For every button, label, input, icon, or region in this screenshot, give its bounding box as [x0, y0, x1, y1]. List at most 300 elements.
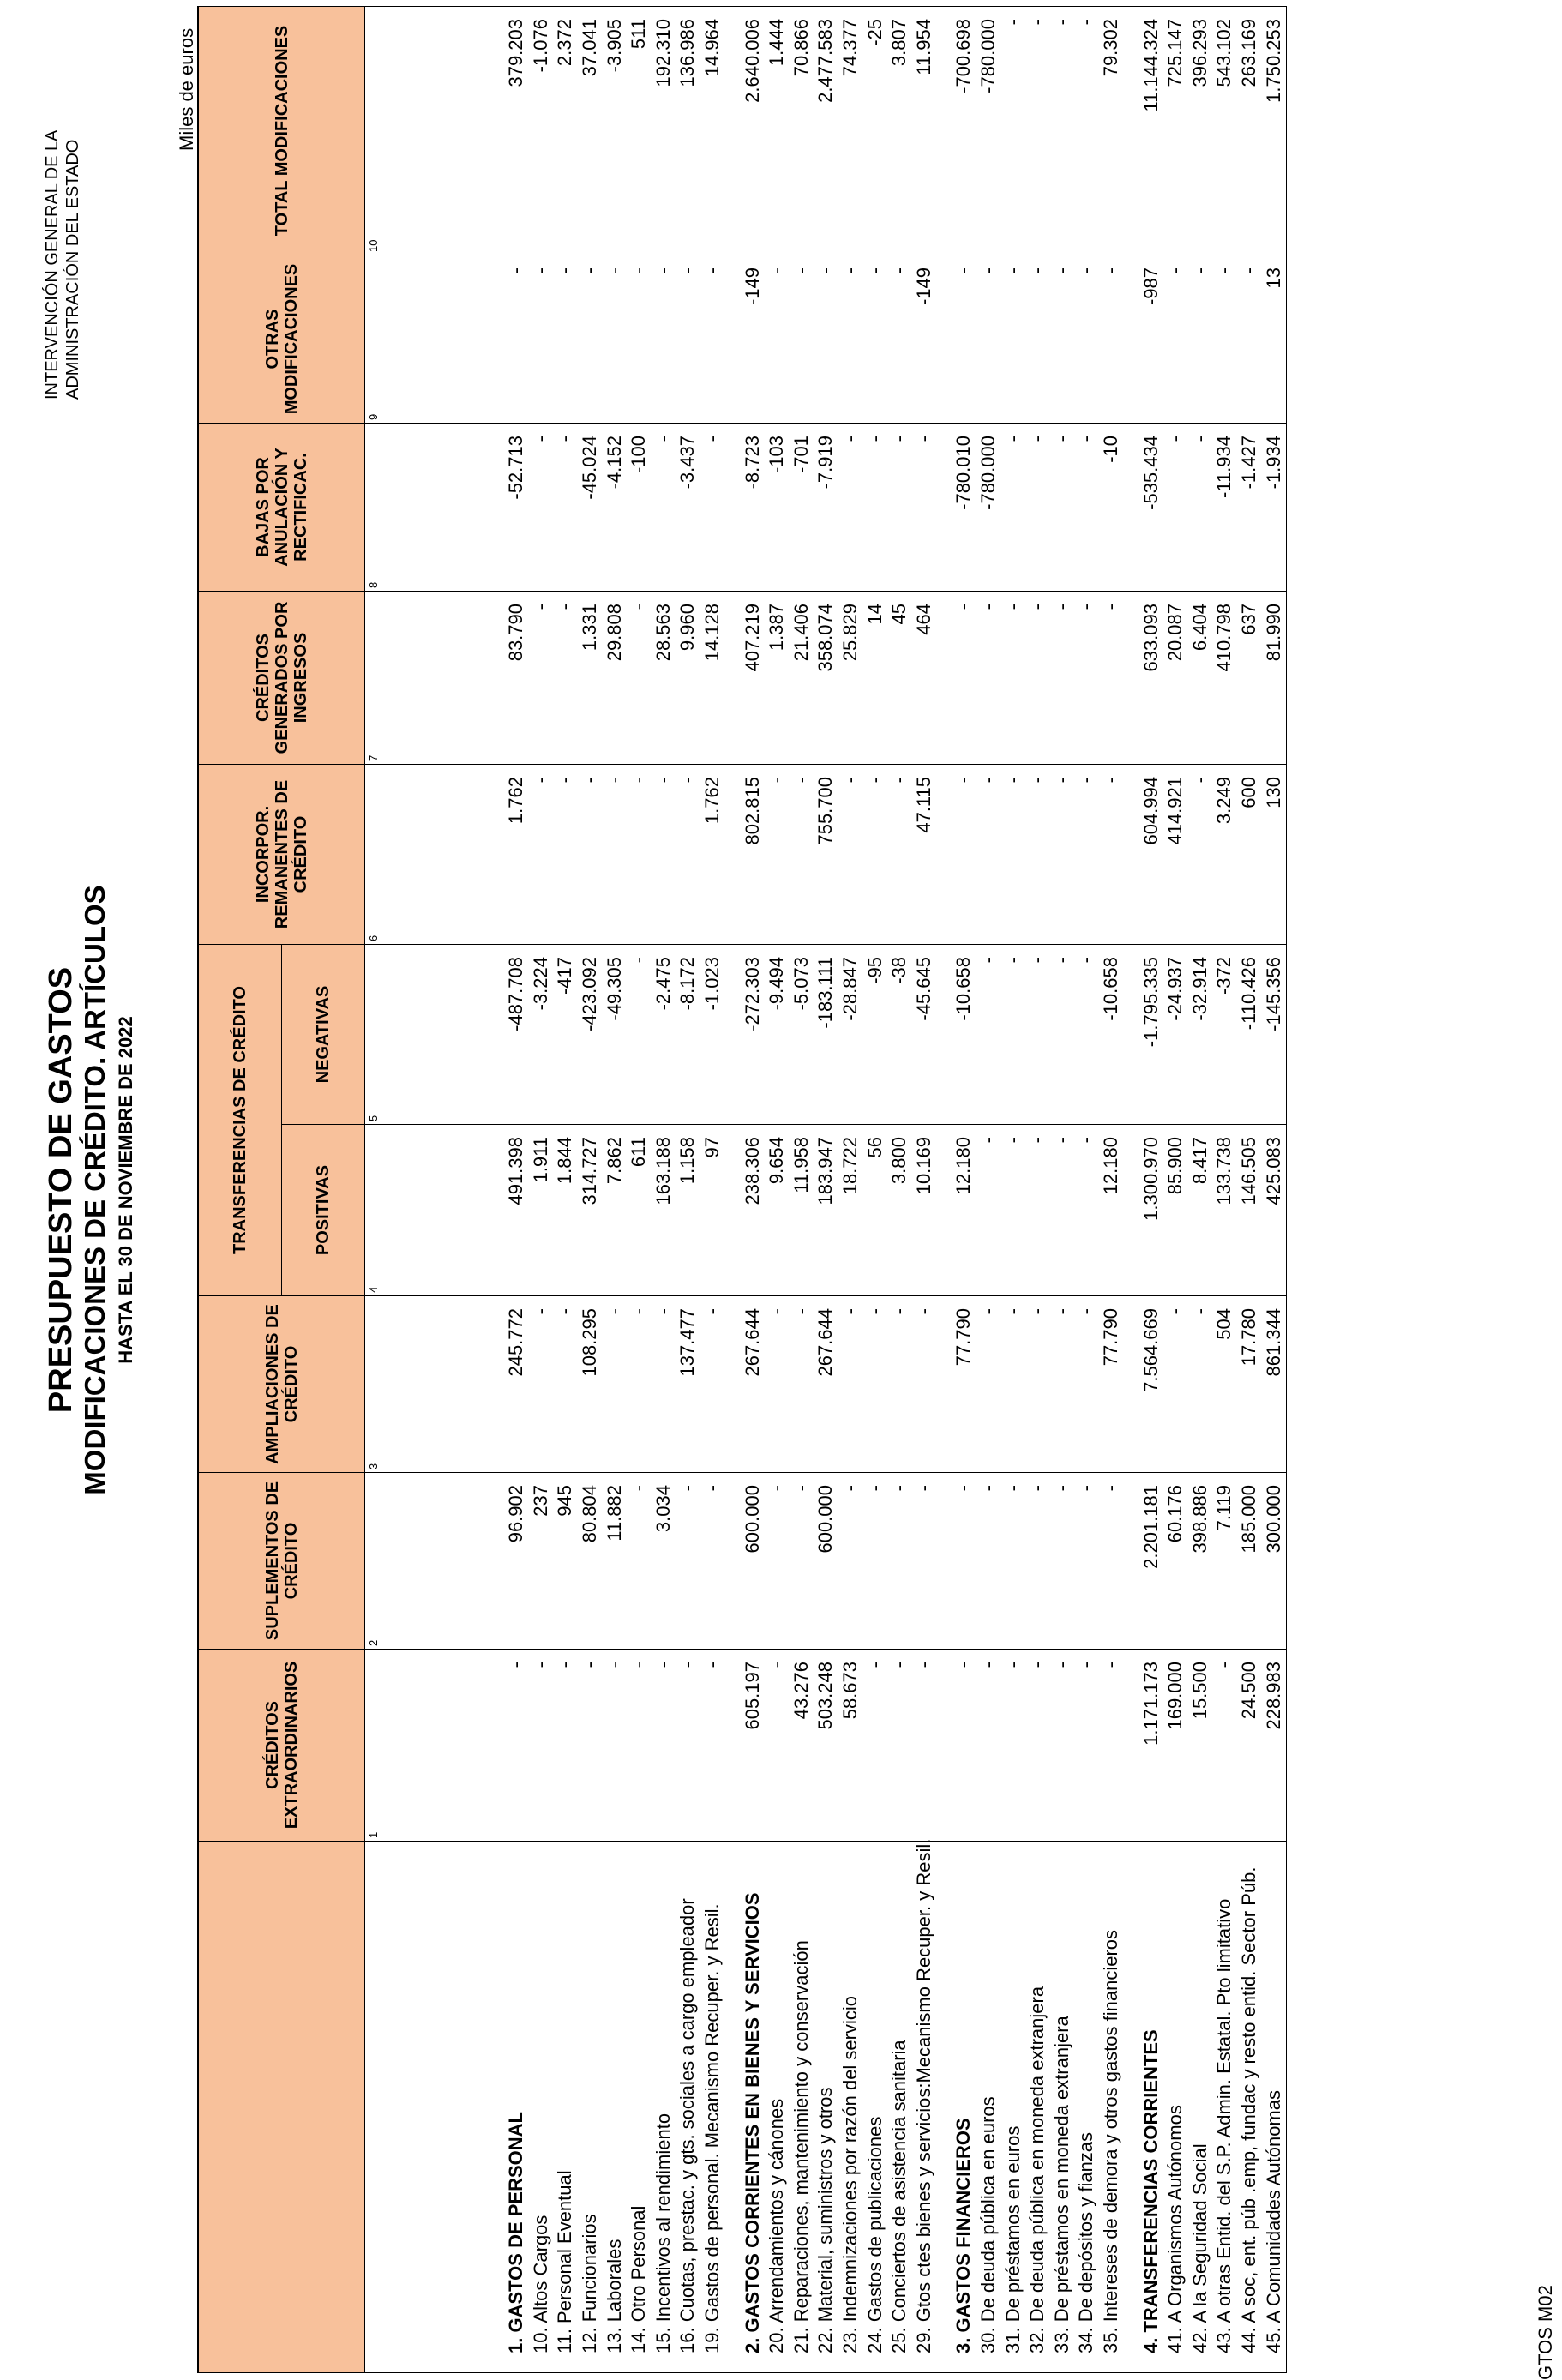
spacer-row: [442, 7, 458, 2373]
cell-value: -149: [912, 255, 937, 424]
cell-value: 79.302: [1099, 7, 1124, 255]
cell-value: 407.219: [740, 592, 765, 765]
cell-value: 28.563: [652, 592, 676, 765]
row-label: 12. Funcionarios: [578, 1842, 603, 2373]
cell-value: -: [1049, 424, 1074, 592]
page-title: PRESUPUESTO DE GASTOS: [43, 966, 79, 1414]
cell-value: -3.437: [676, 424, 700, 592]
cell-value: -: [765, 1473, 790, 1650]
cell-value: -3.905: [602, 7, 627, 255]
cell-value: 396.293: [1187, 7, 1212, 255]
cell-value: 83.790: [504, 592, 529, 765]
cell-value: -: [976, 1296, 1001, 1473]
cell-value: 9.654: [765, 1125, 790, 1296]
cell-value: 511: [627, 7, 652, 255]
spacer-row: [489, 7, 504, 2373]
cell-value: -: [912, 424, 937, 592]
cell-value: -: [1163, 424, 1188, 592]
row-label: 3. GASTOS FINANCIEROS: [952, 1842, 976, 2373]
table-row: [1237, 7, 1262, 2373]
cell-value: -1.023: [700, 945, 725, 1125]
spacer-cell: [1123, 255, 1138, 424]
spacer-cell: [936, 945, 952, 1125]
cell-value: -: [602, 1296, 627, 1473]
cell-value: -: [887, 424, 912, 592]
spacer-cell: [936, 424, 952, 592]
cell-value: 37.041: [578, 7, 603, 255]
cell-value: 7.564.669: [1138, 1296, 1163, 1473]
cell-value: 163.188: [652, 1125, 676, 1296]
spacer-cell: [724, 255, 740, 424]
cell-value: -32.914: [1187, 945, 1212, 1125]
cell-value: 861.344: [1261, 1296, 1286, 1473]
spacer-cell: [442, 424, 458, 592]
cell-value: 1.844: [553, 1125, 578, 1296]
cell-value: 1.171.173: [1138, 1650, 1163, 1842]
cell-value: -: [1025, 255, 1050, 424]
cell-value: 637: [1237, 592, 1262, 765]
cell-value: 137.477: [676, 1296, 700, 1473]
header-creditos-extraordinarios: CRÉDITOS EXTRAORDINARIOS: [198, 1650, 365, 1842]
spacer-cell: [396, 255, 412, 424]
column-number-blank: [365, 1842, 381, 2373]
cell-value: -: [1000, 1650, 1025, 1842]
spacer-cell: [412, 255, 427, 424]
cell-value: -: [952, 1473, 976, 1650]
cell-value: 108.295: [578, 1296, 603, 1473]
cell-value: 358.074: [814, 592, 838, 765]
cell-value: -: [765, 1650, 790, 1842]
cell-value: -: [838, 765, 863, 945]
spacer-cell: [458, 1473, 473, 1650]
column-number: 5: [365, 945, 381, 1125]
spacer-cell: [473, 1296, 489, 1473]
cell-value: 300.000: [1261, 1473, 1286, 1650]
row-label: 19. Gastos de personal. Mecanismo Recuper. y Resil.: [700, 1842, 725, 2373]
spacer-cell: [1123, 945, 1138, 1125]
cell-value: -: [676, 1473, 700, 1650]
cell-value: -10.658: [1099, 945, 1124, 1125]
cell-value: -: [912, 1473, 937, 1650]
table-row: [529, 7, 554, 2373]
table-row: [652, 7, 676, 2373]
row-label: 14. Otro Personal: [627, 1842, 652, 2373]
cell-value: 77.790: [1099, 1296, 1124, 1473]
spacer-cell: [473, 1842, 489, 2373]
page-subtitle: MODIFICACIONES DE CRÉDITO. ARTÍCULOS: [79, 885, 111, 1495]
table-row: [553, 7, 578, 2373]
cell-value: 14: [862, 592, 887, 765]
cell-value: -9.494: [765, 945, 790, 1125]
header-ampliaciones: AMPLIACIONES DE CRÉDITO: [198, 1296, 365, 1473]
spacer-cell: [936, 1650, 952, 1842]
spacer-cell: [473, 945, 489, 1125]
spacer-cell: [724, 1650, 740, 1842]
spacer-cell: [724, 765, 740, 945]
spacer-cell: [412, 1296, 427, 1473]
spacer-cell: [936, 1473, 952, 1650]
cell-value: -: [1212, 1650, 1237, 1842]
spacer-row: [724, 7, 740, 2373]
cell-value: 133.738: [1212, 1125, 1237, 1296]
cell-value: -: [627, 592, 652, 765]
cell-value: -: [952, 255, 976, 424]
cell-value: -: [887, 765, 912, 945]
cell-value: -: [1074, 1125, 1099, 1296]
cell-value: -: [1000, 1296, 1025, 1473]
spacer-cell: [412, 7, 427, 255]
cell-value: -: [862, 765, 887, 945]
spacer-cell: [427, 7, 442, 255]
cell-value: 633.093: [1138, 592, 1163, 765]
spacer-cell: [1123, 1842, 1138, 2373]
spacer-cell: [396, 7, 412, 255]
cell-value: -: [1074, 255, 1099, 424]
row-label: 15. Incentivos al rendimiento: [652, 1842, 676, 2373]
cell-value: -: [912, 1650, 937, 1842]
cell-value: -: [1099, 1650, 1124, 1842]
cell-value: -: [887, 1296, 912, 1473]
spacer-cell: [442, 1473, 458, 1650]
cell-value: 185.000: [1237, 1473, 1262, 1650]
cell-value: -: [504, 1650, 529, 1842]
spacer-cell: [442, 255, 458, 424]
cell-value: -372: [1212, 945, 1237, 1125]
spacer-cell: [1123, 765, 1138, 945]
spacer-cell: [473, 1125, 489, 1296]
cell-value: 56: [862, 1125, 887, 1296]
spacer-cell: [473, 255, 489, 424]
table-row: [814, 7, 838, 2373]
header-transferencias: TRANSFERENCIAS DE CRÉDITO: [198, 945, 282, 1296]
cell-value: -95: [862, 945, 887, 1125]
cell-value: 1.762: [504, 765, 529, 945]
cell-value: -: [602, 1650, 627, 1842]
spacer-row: [412, 7, 427, 2373]
spacer-cell: [458, 1125, 473, 1296]
cell-value: 1.300.970: [1138, 1125, 1163, 1296]
cell-value: 802.815: [740, 765, 765, 945]
cell-value: -701: [790, 424, 814, 592]
cell-value: 755.700: [814, 765, 838, 945]
row-label: 23. Indemnizaciones por razón del servicio: [838, 1842, 863, 2373]
row-label: 22. Material, suministros y otros: [814, 1842, 838, 2373]
spacer-cell: [936, 1125, 952, 1296]
cell-value: -: [627, 1473, 652, 1650]
cell-value: -: [627, 765, 652, 945]
cell-value: 80.804: [578, 1473, 603, 1650]
cell-value: -: [1099, 255, 1124, 424]
row-label: 10. Altos Cargos: [529, 1842, 554, 2373]
cell-value: -: [1099, 1473, 1124, 1650]
units-label: Miles de euros: [176, 27, 197, 151]
column-number: 4: [365, 1125, 381, 1296]
cell-value: 7.119: [1212, 1473, 1237, 1650]
cell-value: 11.882: [602, 1473, 627, 1650]
cell-value: -: [1074, 945, 1099, 1125]
row-label: 1. GASTOS DE PERSONAL: [504, 1842, 529, 2373]
cell-value: -149: [740, 255, 765, 424]
cell-value: 70.866: [790, 7, 814, 255]
cell-value: -38: [887, 945, 912, 1125]
table-row: [676, 7, 700, 2373]
spacer-row: [396, 7, 412, 2373]
cell-value: 1.750.253: [1261, 7, 1286, 255]
cell-value: -487.708: [504, 945, 529, 1125]
cell-value: -: [862, 255, 887, 424]
cell-value: -28.847: [838, 945, 863, 1125]
cell-value: -: [765, 1296, 790, 1473]
cell-value: -: [952, 592, 976, 765]
spacer-cell: [473, 1650, 489, 1842]
column-number: 2: [365, 1473, 381, 1650]
cell-value: 96.902: [504, 1473, 529, 1650]
spacer-cell: [442, 7, 458, 255]
cell-value: -: [553, 255, 578, 424]
spacer-cell: [381, 592, 396, 765]
cell-value: -100: [627, 424, 652, 592]
cell-value: -24.937: [1163, 945, 1188, 1125]
spacer-cell: [458, 7, 473, 255]
cell-value: 13: [1261, 255, 1286, 424]
column-number: 8: [365, 424, 381, 592]
cell-value: 464: [912, 592, 937, 765]
table-row: [1261, 7, 1286, 2373]
cell-value: -: [1025, 7, 1050, 255]
cell-value: -11.934: [1212, 424, 1237, 592]
cell-value: -5.073: [790, 945, 814, 1125]
spacer-cell: [473, 765, 489, 945]
organization-line-1: INTERVENCIÓN GENERAL DE LA: [43, 129, 62, 400]
spacer-cell: [396, 424, 412, 592]
cell-value: 9.960: [676, 592, 700, 765]
cell-value: -780.000: [976, 424, 1001, 592]
cell-value: -: [1000, 592, 1025, 765]
spacer-cell: [473, 7, 489, 255]
cell-value: -: [529, 592, 554, 765]
spacer-cell: [412, 1650, 427, 1842]
cell-value: -: [700, 255, 725, 424]
cell-value: -: [862, 1296, 887, 1473]
cell-value: 58.673: [838, 1650, 863, 1842]
cell-value: -: [553, 765, 578, 945]
spacer-cell: [724, 1296, 740, 1473]
cell-value: 228.983: [1261, 1650, 1286, 1842]
spacer-cell: [412, 424, 427, 592]
cell-value: -987: [1138, 255, 1163, 424]
spacer-cell: [936, 1842, 952, 2373]
cell-value: -49.305: [602, 945, 627, 1125]
cell-value: -: [1074, 424, 1099, 592]
cell-value: -: [1049, 1296, 1074, 1473]
cell-value: -: [952, 765, 976, 945]
cell-value: -10: [1099, 424, 1124, 592]
section-total-row: [1138, 7, 1163, 2373]
spacer-cell: [412, 1842, 427, 2373]
cell-value: 10.169: [912, 1125, 937, 1296]
cell-value: -8.723: [740, 424, 765, 592]
spacer-cell: [412, 1473, 427, 1650]
cell-value: -: [790, 1473, 814, 1650]
cell-value: -: [1074, 7, 1099, 255]
cell-value: -: [553, 592, 578, 765]
cell-value: 43.276: [790, 1650, 814, 1842]
spacer-cell: [458, 1842, 473, 2373]
table-row: [1025, 7, 1050, 2373]
cell-value: -: [700, 424, 725, 592]
spacer-cell: [458, 945, 473, 1125]
table-row: [1074, 7, 1099, 2373]
table-row: [1187, 7, 1212, 2373]
table-row: [1049, 7, 1074, 2373]
cell-value: 314.727: [578, 1125, 603, 1296]
spacer-cell: [381, 1125, 396, 1296]
cell-value: 611: [627, 1125, 652, 1296]
spacer-cell: [396, 1296, 412, 1473]
cell-value: 60.176: [1163, 1473, 1188, 1650]
cell-value: -1.427: [1237, 424, 1262, 592]
cell-value: -: [862, 1650, 887, 1842]
spacer-cell: [427, 1296, 442, 1473]
cell-value: 3.807: [887, 7, 912, 255]
row-label: 29. Gtos ctes bienes y servicios:Mecanismo Recuper. y Resil.: [912, 1842, 937, 2373]
cell-value: -: [976, 765, 1001, 945]
spacer-cell: [1123, 424, 1138, 592]
cell-value: -1.934: [1261, 424, 1286, 592]
cell-value: -272.303: [740, 945, 765, 1125]
spacer-cell: [427, 1125, 442, 1296]
cell-value: 6.404: [1187, 592, 1212, 765]
spacer-cell: [458, 424, 473, 592]
cell-value: 1.331: [578, 592, 603, 765]
cell-value: -: [652, 424, 676, 592]
spacer-cell: [936, 765, 952, 945]
spacer-cell: [442, 1842, 458, 2373]
cell-value: 11.954: [912, 7, 937, 255]
cell-value: 45: [887, 592, 912, 765]
spacer-cell: [427, 1473, 442, 1650]
spacer-cell: [412, 945, 427, 1125]
cell-value: -2.475: [652, 945, 676, 1125]
cell-value: -52.713: [504, 424, 529, 592]
cell-value: -: [1074, 1296, 1099, 1473]
cell-value: 3.800: [887, 1125, 912, 1296]
row-label: 31. De préstamos en euros: [1000, 1842, 1025, 2373]
row-label: 44. A soc, ent. púb .emp, fundac y resto entid. Sector Púb.: [1237, 1842, 1262, 2373]
cell-value: -1.076: [529, 7, 554, 255]
spacer-cell: [396, 1125, 412, 1296]
row-label: 42. A la Seguridad Social: [1187, 1842, 1212, 2373]
spacer-cell: [458, 1650, 473, 1842]
cell-value: -: [578, 1650, 603, 1842]
cell-value: -: [1074, 765, 1099, 945]
header-otras: OTRAS MODIFICACIONES: [198, 255, 365, 424]
cell-value: -: [676, 765, 700, 945]
cell-value: -: [1025, 1296, 1050, 1473]
cell-value: 29.808: [602, 592, 627, 765]
cell-value: 600: [1237, 765, 1262, 945]
cell-value: 503.248: [814, 1650, 838, 1842]
cell-value: -: [765, 255, 790, 424]
cell-value: 25.829: [838, 592, 863, 765]
cell-value: -3.224: [529, 945, 554, 1125]
spacer-cell: [381, 1650, 396, 1842]
row-label: 43. A otras Entid. del S.P. Admin. Estatal. Pto limitativo: [1212, 1842, 1237, 2373]
table-row: [887, 7, 912, 2373]
modifications-table: [197, 6, 1287, 2373]
cell-value: 11.958: [790, 1125, 814, 1296]
cell-value: 2.201.181: [1138, 1473, 1163, 1650]
cell-value: -: [862, 1473, 887, 1650]
cell-value: 504: [1212, 1296, 1237, 1473]
row-label: 21. Reparaciones, mantenimiento y conservación: [790, 1842, 814, 2373]
cell-value: 3.249: [1212, 765, 1237, 945]
cell-value: 410.798: [1212, 592, 1237, 765]
spacer-cell: [489, 945, 504, 1125]
spacer-row: [427, 7, 442, 2373]
spacer-cell: [489, 765, 504, 945]
spacer-cell: [724, 592, 740, 765]
cell-value: -: [1049, 1473, 1074, 1650]
cell-value: -: [652, 765, 676, 945]
report-date: HASTA EL 30 DE NOVIEMBRE DE 2022: [115, 1016, 136, 1364]
cell-value: -103: [765, 424, 790, 592]
header-suplementos: SUPLEMENTOS DE CRÉDITO: [198, 1473, 365, 1650]
spacer-cell: [1123, 1296, 1138, 1473]
cell-value: -145.356: [1261, 945, 1286, 1125]
row-label: 33. De préstamos en moneda extranjera: [1049, 1842, 1074, 2373]
spacer-cell: [489, 255, 504, 424]
cell-value: -: [578, 765, 603, 945]
cell-value: -1.795.335: [1138, 945, 1163, 1125]
spacer-cell: [724, 1842, 740, 2373]
section-total-row: [504, 7, 529, 2373]
cell-value: -: [912, 1296, 937, 1473]
cell-value: -45.024: [578, 424, 603, 592]
cell-value: 1.387: [765, 592, 790, 765]
cell-value: 85.900: [1163, 1125, 1188, 1296]
column-numbers-row: [365, 7, 381, 2373]
spacer-cell: [442, 1650, 458, 1842]
cell-value: 21.406: [790, 592, 814, 765]
row-label: 45. A Comunidades Autónomas: [1261, 1842, 1286, 2373]
spacer-cell: [489, 1842, 504, 2373]
spacer-cell: [936, 255, 952, 424]
cell-value: -: [602, 765, 627, 945]
cell-value: 605.197: [740, 1650, 765, 1842]
cell-value: -183.111: [814, 945, 838, 1125]
cell-value: 543.102: [1212, 7, 1237, 255]
cell-value: -: [1187, 255, 1212, 424]
cell-value: -780.000: [976, 7, 1001, 255]
spacer-cell: [381, 255, 396, 424]
footer-code: GTOS M02: [1535, 2285, 1556, 2380]
cell-value: 77.790: [952, 1296, 976, 1473]
section-total-row: [952, 7, 976, 2373]
cell-value: -: [952, 1650, 976, 1842]
header-bajas: BAJAS POR ANULACIÓN Y RECTIFICAC.: [198, 424, 365, 592]
cell-value: -: [862, 424, 887, 592]
cell-value: -: [1049, 945, 1074, 1125]
spacer-cell: [489, 7, 504, 255]
cell-value: -: [1000, 7, 1025, 255]
cell-value: -: [838, 255, 863, 424]
cell-value: 81.990: [1261, 592, 1286, 765]
cell-value: -: [765, 765, 790, 945]
spacer-row: [1123, 7, 1138, 2373]
cell-value: -: [1025, 1650, 1050, 1842]
cell-value: -: [529, 424, 554, 592]
